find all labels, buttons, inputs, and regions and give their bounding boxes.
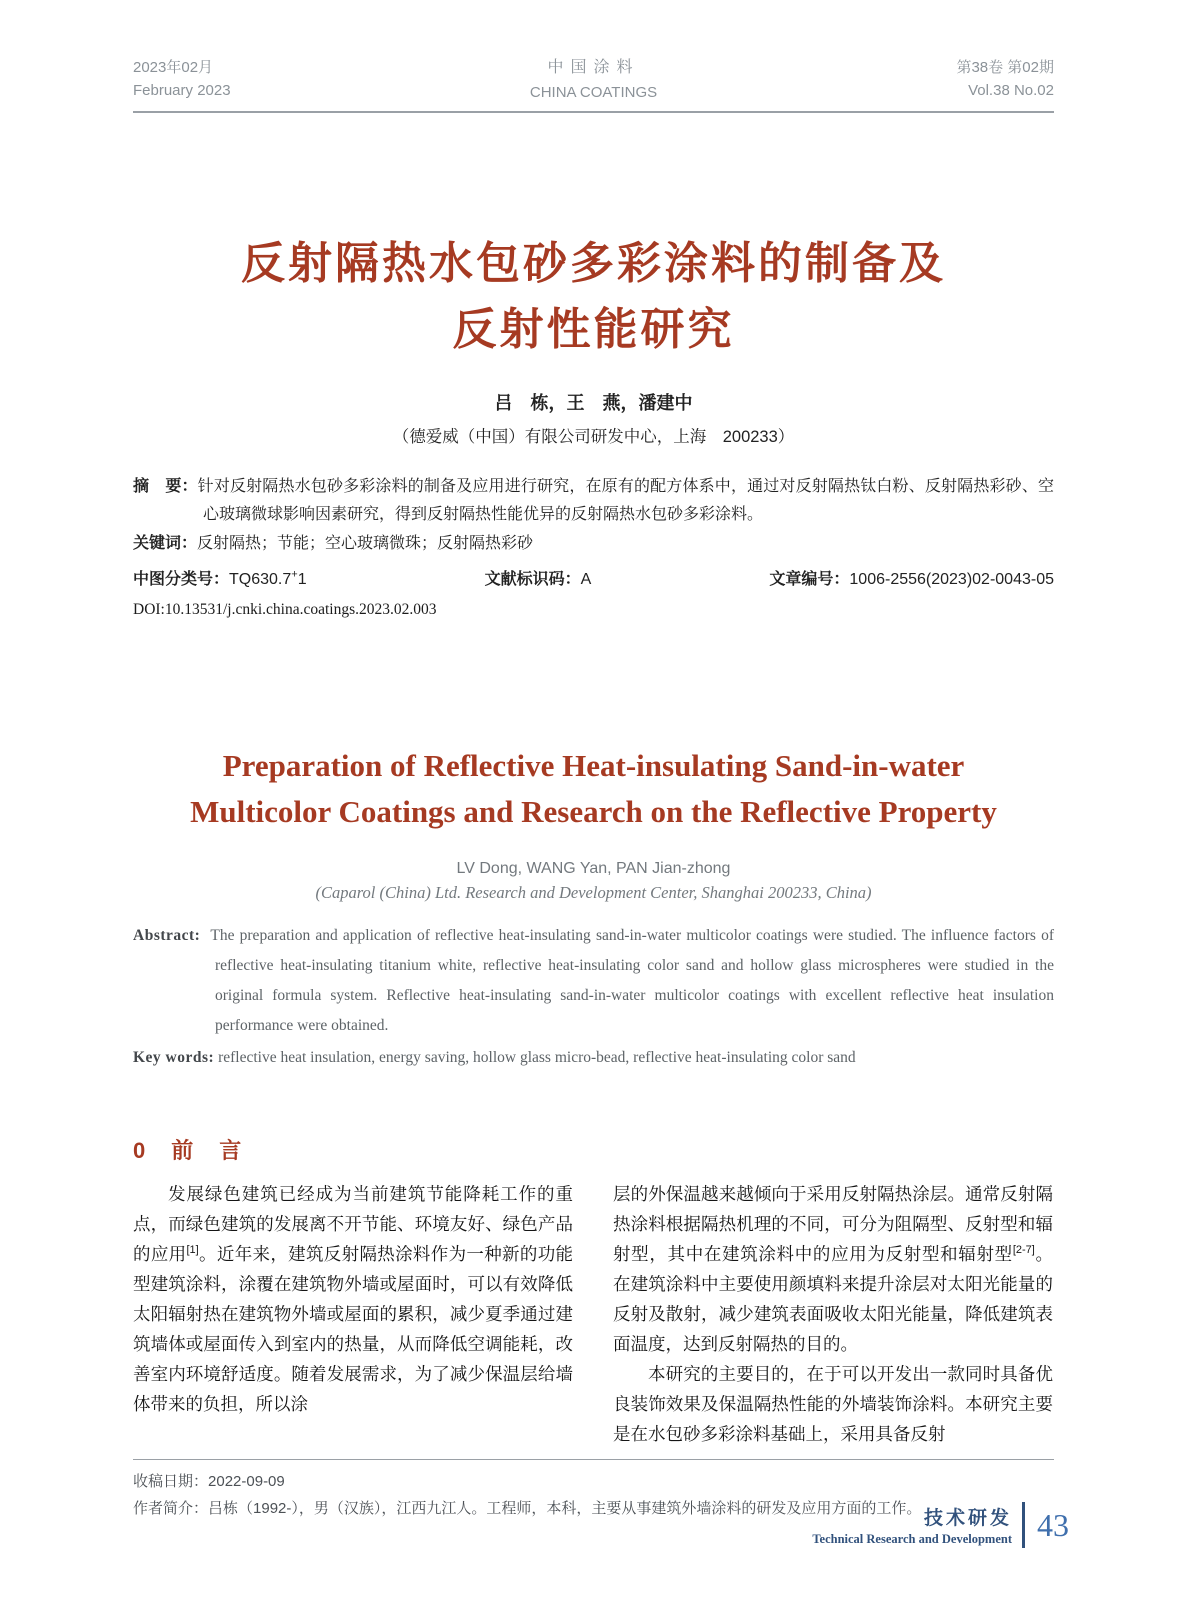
- keywords-en: [133, 1043, 1054, 1073]
- footer-divider-bar: [1022, 1502, 1025, 1548]
- body-text: 层的外保温越来越倾向于采用反射隔热涂层。通常反射隔热涂料根据隔热机理的不同，可分为阻隔型、反射型和辐射型，其中在建筑涂料中的应用为反射型和辐射型: [613, 1183, 1053, 1264]
- clc-tail: 1: [297, 570, 307, 588]
- abstract-label-en: Abstract:: [133, 926, 201, 944]
- header-journal-name: [530, 56, 657, 104]
- abstract-cn: [133, 473, 1054, 528]
- authors-cn: 吕 栋，王 燕，潘建中: [494, 393, 693, 414]
- received-date-label: 收稿日期：: [133, 1472, 209, 1490]
- footnote-rule: [133, 1459, 1054, 1460]
- article-id: [769, 566, 1054, 589]
- issue-cn: 第38卷 第02期: [956, 59, 1054, 76]
- header-rule: [133, 111, 1054, 113]
- body-column-right: [613, 1179, 1053, 1449]
- column-title-en: Technical Research and Development: [812, 1532, 1012, 1546]
- doi: DOI:10.13531/j.cnki.china.coatings.2023.02.003: [133, 600, 437, 618]
- body-column-left: [133, 1179, 573, 1449]
- page-number: 43: [1037, 1506, 1069, 1543]
- reference-marker-1: [1]: [186, 1243, 199, 1256]
- author-bio-label: 作者简介：: [133, 1500, 209, 1518]
- journal-header: [133, 56, 1054, 104]
- reference-marker-2-7: [2-7]: [1012, 1243, 1035, 1256]
- body-paragraph: [613, 1179, 1053, 1359]
- clc-label: 中图分类号：: [133, 570, 230, 588]
- section-0-number: 0: [133, 1137, 146, 1163]
- abstract-label-cn: 摘 要：: [133, 478, 198, 496]
- affiliation-cn: （德爱威（中国）有限公司研发中心，上海 200233）: [392, 428, 795, 447]
- received-date-line: [133, 1468, 1054, 1496]
- body-paragraph: 本研究的主要目的，在于可以开发出一款同时具备优良装饰效果及保温隔热性能的外墙装饰涂料。本研究主要是在水包砂多彩涂料基础上，采用具备反射: [613, 1363, 1053, 1444]
- clc-number: [133, 566, 307, 589]
- document-code: [485, 566, 592, 589]
- keywords-label-cn: 关键词：: [133, 535, 198, 553]
- article-title-en: [133, 743, 1054, 836]
- title-en-line1: Preparation of Reflective Heat-insulating Sand-in-water: [222, 747, 965, 783]
- journal-name-cn: 中国涂料: [547, 59, 640, 76]
- section-0-heading: [133, 1134, 1054, 1165]
- header-date: [133, 56, 231, 103]
- keywords-label-en: Key words:: [133, 1049, 215, 1067]
- column-title: [812, 1503, 1012, 1547]
- section-0-title: 前 言: [171, 1137, 244, 1163]
- header-date-cn: 2023年02月: [133, 59, 214, 76]
- title-cn-line1: 反射隔热水包砂多彩涂料的制备及: [241, 239, 946, 289]
- header-issue: [956, 56, 1054, 103]
- title-en-line2: Multicolor Coatings and Research on the Reflective Property: [190, 794, 997, 830]
- header-date-en: February 2023: [133, 82, 231, 100]
- authors-en: LV Dong, WANG Yan, PAN Jian-zhong: [456, 859, 731, 877]
- keywords-cn: [133, 530, 1054, 558]
- body-text: 。在建筑涂料中主要使用颜填料来提升涂层对太阳光能量的反射及散射，减少建筑表面吸收太阳光能量，降低建筑表面温度，达到反射隔热的目的。: [613, 1243, 1054, 1354]
- article-id-value: 1006-2556(2023)02-0043-05: [849, 570, 1054, 588]
- keywords-text-cn: 反射隔热；节能；空心玻璃微珠；反射隔热彩砂: [197, 535, 534, 553]
- body-text: 。近年来，建筑反射隔热涂料作为一种新的功能型建筑涂料，涂覆在建筑物外墙或屋面时，可以有效降低太阳辐射热在建筑物外墙或屋面的累积，减少夏季通过建筑墙体或屋面传入到室内的热量，从而降低空调能耗，改善室内环境舒适度。随着发展需求，为了减少保温层给墙体带来的负担，所以涂: [133, 1243, 574, 1414]
- title-cn-line2: 反射性能研究: [452, 305, 735, 355]
- affiliation-en: (Caparol (China) Ltd. Research and Development Center, Shanghai 200233, China): [315, 882, 872, 902]
- doc-code-label: 文献标识码：: [484, 570, 581, 588]
- author-bio-text: 吕栋（1992-），男（汉族），江西九江人。工程师，本科，主要从事建筑外墙涂料的研发及应用方面的工作。: [208, 1500, 922, 1518]
- keywords-text-en: reflective heat insulation, energy saving, hollow glass micro-bead, reflective heat-insulating color sand: [218, 1049, 856, 1067]
- abstract-text-cn: 针对反射隔热水包砂多彩涂料的制备及应用进行研究，在原有的配方体系中，通过对反射隔热钛白粉、反射隔热彩砂、空心玻璃微球影响因素研究，得到反射隔热性能优异的反射隔热水包砂多彩涂料。: [197, 478, 1054, 523]
- article-meta-row: [133, 566, 1054, 589]
- article-title-cn: [133, 231, 1054, 363]
- body-columns: [133, 1179, 1054, 1449]
- journal-name-en: CHINA COATINGS: [529, 83, 658, 101]
- abstract-text-en: The preparation and application of reflective heat-insulating sand-in-water multicolor coatings were studied. The influence factors of reflective heat-insulating titanium white, reflective heat-insulating color sand and hollow glass microspheres were studied in the original formula system. Reflective heat-insulating sand-in-water multicolor coatings with excellent reflective heat insulation performance were obtained.: [210, 926, 1054, 1035]
- column-title-cn: 技术研发: [923, 1508, 1012, 1529]
- article-id-label: 文章编号：: [769, 570, 850, 588]
- body-paragraph: [133, 1179, 573, 1419]
- doc-code-value: A: [580, 570, 592, 588]
- clc-superscript: +: [291, 568, 298, 581]
- page-footer: [812, 1502, 1069, 1548]
- received-date-value: 2022-09-09: [208, 1472, 285, 1490]
- abstract-en: [133, 921, 1054, 1042]
- issue-en: Vol.38 No.02: [968, 82, 1054, 100]
- body-text: 发展绿色建筑已经成为当前建筑节能降耗工作的重点，而绿色建筑的发展离不开节能、环境友好、绿色产品的应用: [133, 1183, 573, 1264]
- clc-value: TQ630.7: [229, 570, 292, 588]
